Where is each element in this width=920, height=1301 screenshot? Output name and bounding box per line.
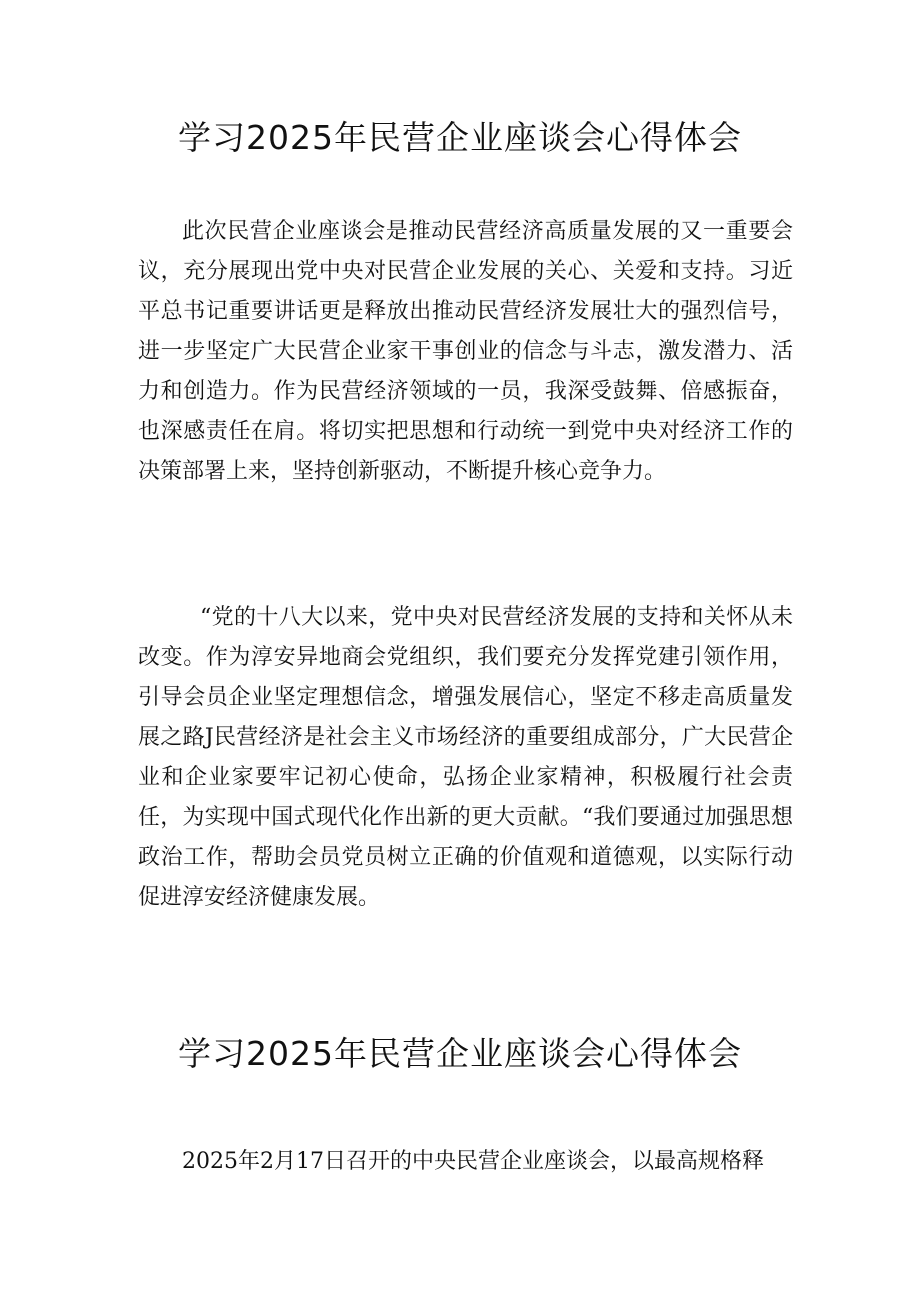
document-title: 学习2025年民营企业座谈会心得体会 — [178, 118, 742, 157]
body-paragraph: 2025年2月17日召开的中央民营企业座谈会，以最高规格释 — [182, 1149, 764, 1174]
body-paragraph: 此次民营企业座谈会是推动民营经济高质量发展的又一重要会议，充分展现出党中央对民营企业发展的关心、关爱和支持。习近平总书记重要讲话更是释放出推动民营经济发展壮大的强烈信号，进一步坚定广大民营企业家干事创业的信念与斗志，激发潜力、活力和创造力。作为民营经济领域的一员，我深受鼓舞、倍感振奋，也深感责任在肩。将切实把思想和行动统一到党中央对经济工作的决策部署上来，坚持创新驱动，不断提升核心竞争力。 — [138, 219, 793, 484]
body-paragraph: “党的十八大以来，党中央对民营经济发展的支持和关怀从未改变。作为淳安异地商会党组织，我们要充分发挥党建引领作用，引导会员企业坚定理想信念，增强发展信心，坚定不移走高质量发展之路J民营经济是社会主义市场经济的重要组成部分，广大民营企业和企业家要牢记初心使命，弘扬企业家精神，积极履行社会责任，为实现中国式现代化作出新的更大贡献。“我们要通过加强思想政治工作，帮助会员党员树立正确的价值观和道德观，以实际行动促进淳安经济健康发展。 — [138, 605, 793, 910]
section-title: 学习2025年民营企业座谈会心得体会 — [178, 1034, 742, 1073]
